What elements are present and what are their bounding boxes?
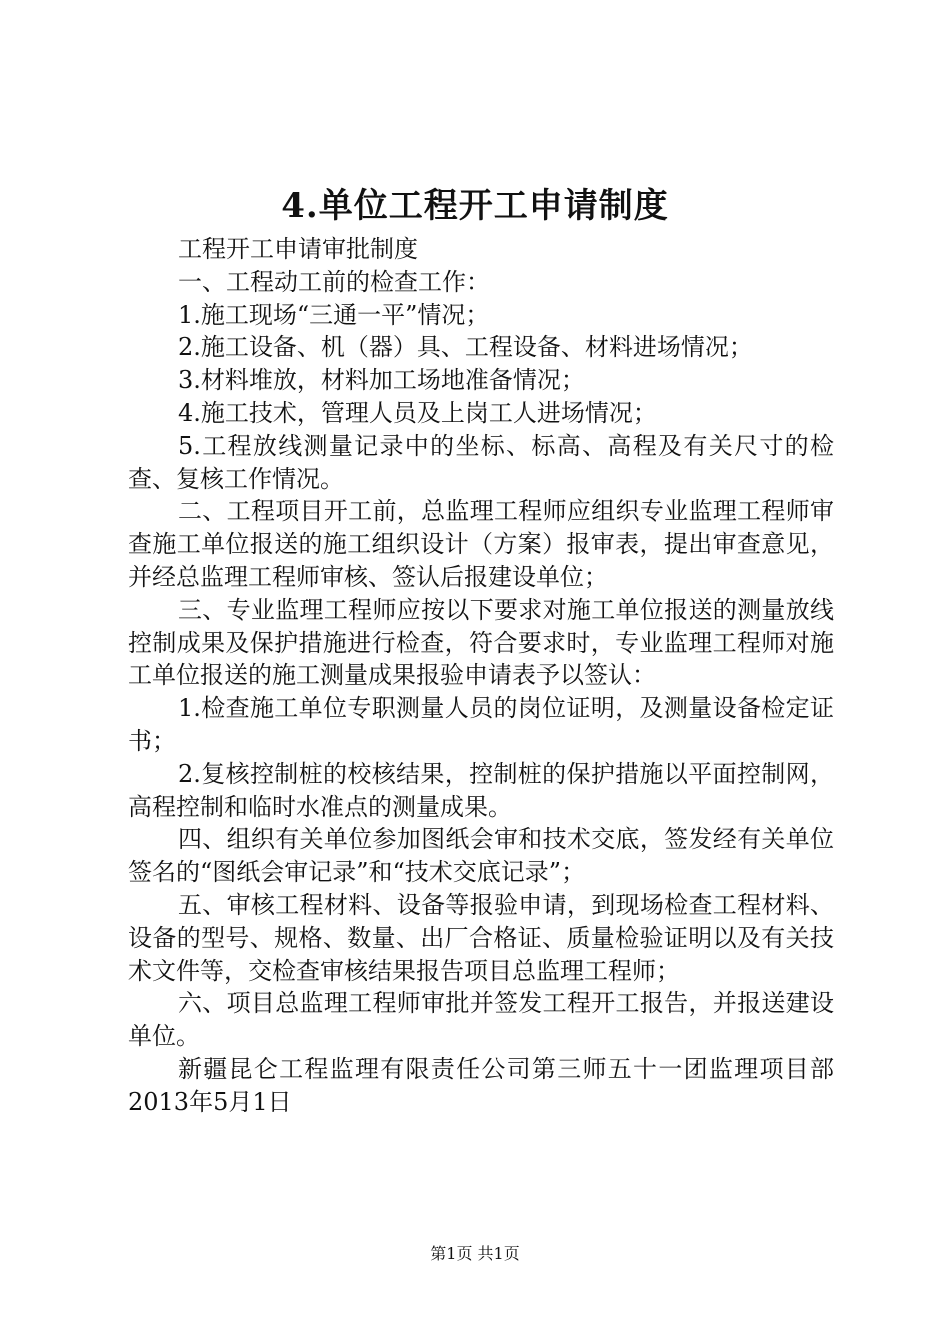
paragraph-section-3-item-1: 1.检查施工单位专职测量人员的岗位证明，及测量设备检定证书； [128,694,834,755]
document-title: 4.单位工程开工申请制度 [281,186,669,226]
paragraph-section-3: 三、专业监理工程师应按以下要求对施工单位报送的测量放线控制成果及保护措施进行检查，符合要求时，专业监理工程师对施工单位报送的施工测量成果报验申请表予以签认： [128,595,834,690]
paragraph-section-3-item-2: 2.复核控制桩的校核结果，控制桩的保护措施以平面控制网，高程控制和临时水准点的测量成果。 [128,759,834,821]
paragraph-item-2: 2.施工设备、机（器）具、工程设备、材料进场情况； [178,333,753,362]
paragraph-item-3: 3.材料堆放，材料加工场地准备情况； [178,366,585,395]
paragraph-section-4: 四、组织有关单位参加图纸会审和技术交底，签发经有关单位签名的“图纸会审记录”和“技术交底记录”； [128,825,834,887]
paragraph-item-4: 4.施工技术，管理人员及上岗工人进场情况； [178,398,657,427]
paragraph-section-6: 六、项目总监理工程师审批并签发工程开工报告，并报送建设单位。 [128,989,834,1051]
paragraph-section-1: 一、工程动工前的检查工作： [178,267,490,296]
paragraph-signature: 新疆昆仑工程监理有限责任公司第三师五十一团监理项目部2013年5月1日 [128,1054,834,1116]
page-footer: 第1页 共1页 [430,1244,520,1263]
paragraph-item-1: 1.施工现场“三通一平”情况； [178,300,490,329]
paragraph-item-5: 5.工程放线测量记录中的坐标、标高、高程及有关尺寸的检查、复核工作情况。 [128,431,834,493]
paragraph-heading: 工程开工申请审批制度 [178,235,418,263]
document-body [128,233,834,1119]
paragraph-section-2: 二、工程项目开工前，总监理工程师应组织专业监理工程师审查施工单位报送的施工组织设计（方案）报审表，提出审查意见，并经总监理工程师审核、签认后报建设单位； [128,497,834,591]
paragraph-section-5: 五、审核工程材料、设备等报验申请，到现场检查工程材料、设备的型号、规格、数量、出厂合格证、质量检验证明以及有关技术文件等，交检查审核结果报告项目总监理工程师； [128,890,834,985]
